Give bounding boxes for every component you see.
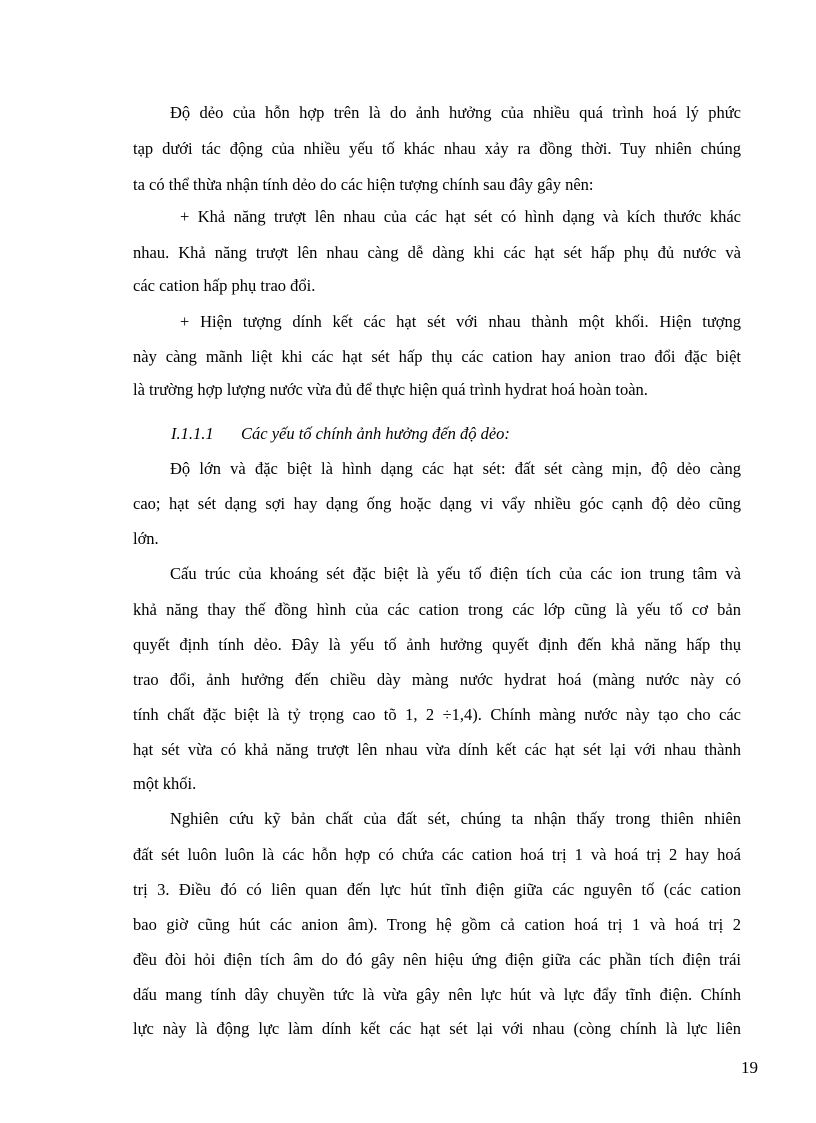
paragraph-line: bao giờ cũng hút các anion âm). Trong hệ gồm cả cation hoá trị 1 và hoá trị 2 xyxy=(133,915,741,934)
page-number: 19 xyxy=(741,1058,758,1077)
paragraph-line: Cấu trúc của khoáng sét đặc biệt là yếu tố điện tích của các ion trung tâm và xyxy=(170,564,741,583)
paragraph-line: quyết định tính dẻo. Đây là yếu tố ảnh hưởng quyết định đến khả năng hấp thụ xyxy=(133,635,741,654)
paragraph-line: một khối. xyxy=(133,774,197,793)
paragraph-line: ta có thể thừa nhận tính dẻo do các hiện tượng chính sau đây gây nên: xyxy=(133,175,594,194)
paragraph-line: tạp dưới tác động của nhiều yếu tố khác nhau xảy ra đồng thời. Tuy nhiên chúng xyxy=(133,139,741,158)
section-number: I.1.1.1 xyxy=(171,424,214,443)
paragraph-line: Độ dẻo của hỗn hợp trên là do ảnh hưởng của nhiều quá trình hoá lý phức xyxy=(170,103,741,122)
paragraph-line: + Khả năng trượt lên nhau của các hạt sét có hình dạng và kích thước khác xyxy=(180,207,741,226)
paragraph-line: lực này là động lực làm dính kết các hạt sét lại với nhau (còng chính là lực liên xyxy=(133,1019,741,1038)
paragraph-line: khả năng thay thế đồng hình của các cation trong các lớp cũng là yếu tố cơ bản xyxy=(133,600,741,619)
paragraph-line: nhau. Khả năng trượt lên nhau càng dễ dàng khi các hạt sét hấp phụ đủ nước và xyxy=(133,243,741,262)
paragraph-line: dấu mang tính dây chuyền tức là vừa gây nên lực hút và lực đẩy tĩnh điện. Chính xyxy=(133,985,741,1004)
paragraph-line: tính chất đặc biệt là tỷ trọng cao tõ 1, 2 ÷1,4). Chính màng nước này tạo cho các xyxy=(133,705,741,724)
section-heading xyxy=(133,423,741,445)
paragraph-line: là trường hợp lượng nước vừa đủ để thực hiện quá trình hydrat hoá hoàn toàn. xyxy=(133,380,648,399)
paragraph-line: đều đòi hỏi điện tích âm do đó gây nên hiệu ứng điện giữa các phần tích điện trái xyxy=(133,950,741,969)
paragraph-line: + Hiện tượng dính kết các hạt sét với nhau thành một khối. Hiện tượng xyxy=(180,312,741,331)
paragraph-line: cao; hạt sét dạng sợi hay dạng ống hoặc dạng vi vẩy nhiều góc cạnh độ dẻo cũng xyxy=(133,494,741,513)
paragraph-line: lớn. xyxy=(133,529,159,548)
paragraph-line: đất sét luôn luôn là các hỗn hợp có chứa các cation hoá trị 1 và hoá trị 2 hay hoá xyxy=(133,845,741,864)
paragraph-line: trị 3. Điều đó có liên quan đến lực hút tĩnh điện giữa các nguyên tố (các cation xyxy=(133,880,741,899)
paragraph-line: Nghiên cứu kỹ bản chất của đất sét, chúng ta nhận thấy trong thiên nhiên xyxy=(170,809,741,828)
paragraph-line: các cation hấp phụ trao đổi. xyxy=(133,276,316,295)
paragraph-line: này càng mãnh liệt khi các hạt sét hấp thụ các cation hay anion trao đổi đặc biệt xyxy=(133,347,741,366)
section-title: Các yếu tố chính ảnh hưởng đến độ dẻo: xyxy=(241,424,510,443)
paragraph-line: trao đổi, ảnh hưởng đến chiều dày màng nước hydrat hoá (màng nước này có xyxy=(133,670,741,689)
paragraph-line: Độ lớn và đặc biệt là hình dạng các hạt sét: đất sét càng mịn, độ dẻo càng xyxy=(170,459,741,478)
paragraph-line: hạt sét vừa có khả năng trượt lên nhau vừa dính kết các hạt sét lại với nhau thành xyxy=(133,740,741,759)
